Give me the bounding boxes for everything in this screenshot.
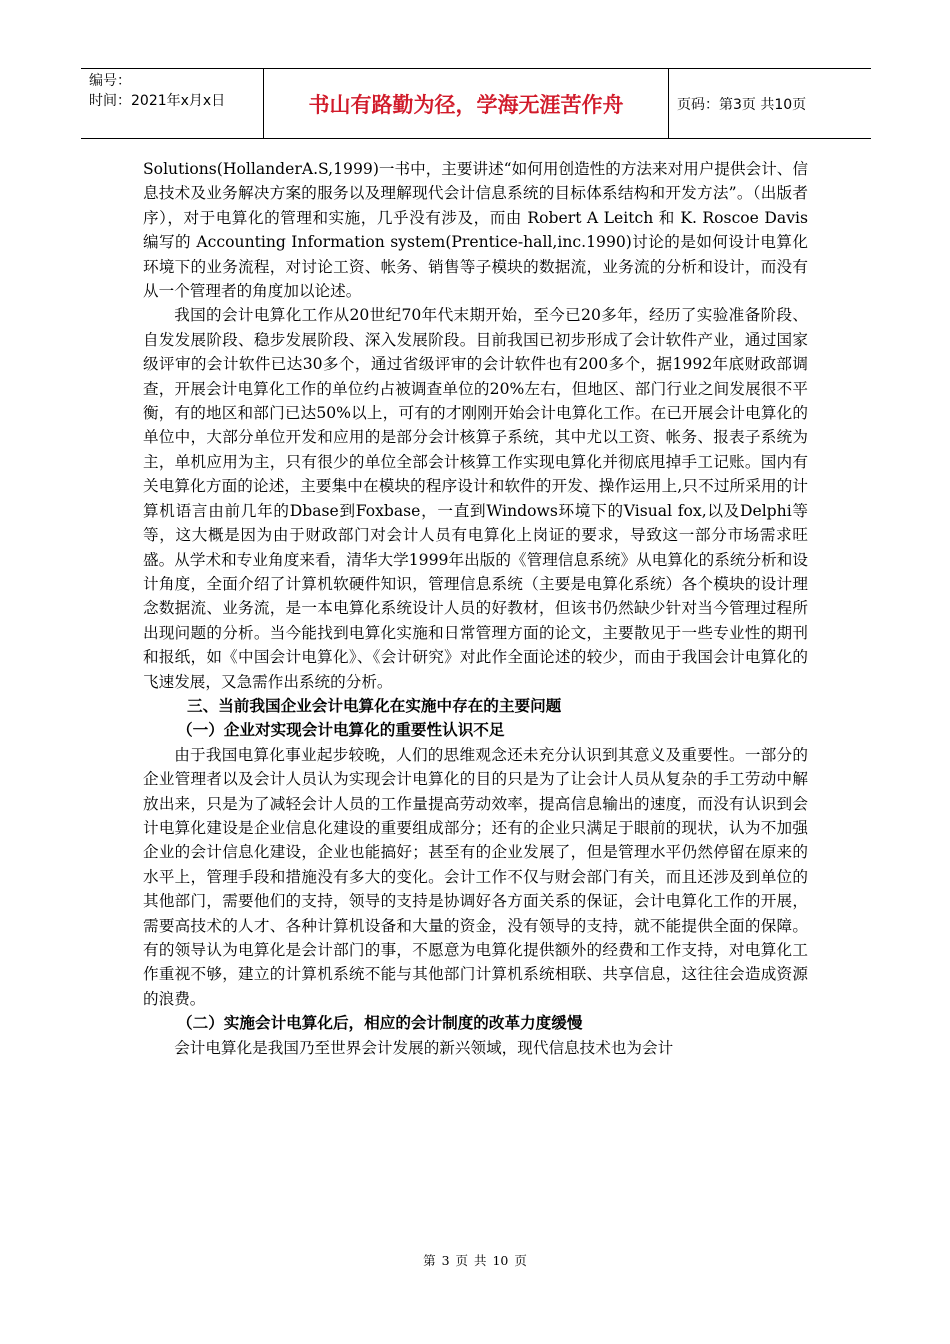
paragraph: Solutions(HollanderA.S,1999)一书中，主要讲述“如何用创造性的方法来对用户提供会计、信息技术及业务解决方案的服务以及理解现代会计信息系统的目标体系结构和开发方法”。（出版者序），对于电算化的管理和实施，几乎没有涉及，而由 Robert A Leitch 和 K. Roscoe Davis 编写的 Accounting Information system(Prentice-hall,inc.1990)讨论的是如何设计电算化环境下的业务流程，对讨论工资、帐务、销售等子模块的数据流，业务流的分析和设计，而没有从一个管理者的角度加以论述。 xyxy=(143,160,808,301)
date-label: 时间：2021年x月x日 xyxy=(89,93,226,109)
subsection-heading: （二）实施会计电算化后，相应的会计制度的改革力度缓慢 xyxy=(177,1014,583,1033)
page-footer: 第 3 页 共 10 页 xyxy=(423,1253,527,1268)
header-meta xyxy=(81,69,264,138)
header-motto: 书山有路勤为径，学海无涯苦作舟 xyxy=(264,69,669,138)
subsection-heading: （一）企业对实现会计电算化的重要性认识不足 xyxy=(177,721,505,740)
paragraph: 由于我国电算化事业起步较晚，人们的思维观念还未充分认识到其意义及重要性。一部分的企业管理者以及会计人员认为实现会计电算化的目的只是为了让会计人员从复杂的手工劳动中解放出来，只是为了减轻会计人员的工作量提高劳动效率，提高信息输出的速度，而没有认识到会计电算化建设是企业信息化建设的重要组成部分；还有的企业只满足于眼前的现状，认为不加强企业的会计信息化建设，企业也能搞好；甚至有的企业发展了，但是管理水平仍然停留在原来的水平上，管理手段和措施没有多大的变化。会计工作不仅与财会部门有关，而且还涉及到单位的其他部门，需要他们的支持，领导的支持是协调好各方面关系的保证，会计电算化工作的开展，需要高技术的人才、各种计算机设备和大量的资金，没有领导的支持，就不能提供全面的保障。有的领导认为电算化是会计部门的事，不愿意为电算化提供额外的经费和工作支持，对电算化工作重视不够，建立的计算机系统不能与其他部门计算机系统相联、共享信息，这往往会造成资源的浪费。 xyxy=(143,745,808,1008)
document-body xyxy=(143,157,808,1060)
paragraph: 会计电算化是我国乃至世界会计发展的新兴领域，现代信息技术也为会计 xyxy=(174,1038,674,1057)
section-heading: 三、当前我国企业会计电算化在实施中存在的主要问题 xyxy=(187,696,562,715)
header-page-info: 页码：第3页 共10页 xyxy=(677,96,807,113)
paragraph: 我国的会计电算化工作从20世纪70年代末期开始，至今已20多年，经历了实验准备阶段、自发发展阶段、稳步发展阶段、深入发展阶段。目前我国已初步形成了会计软件产业，通过国家级评审的会计软件已达30多个，通过省级评审的会计软件也有200多个，据1992年底财政部调查，开展会计电算化工作的单位约占被调查单位的20%左右，但地区、部门行业之间发展很不平衡，有的地区和部门已达50%以上，可有的才刚刚开始会计电算化工作。在已开展会计电算化的单位中，大部分单位开发和应用的是部分会计核算子系统，其中尤以工资、帐务、报表子系统为主，单机应用为主，只有很少的单位全部会计核算工作实现电算化并彻底甩掉手工记账。国内有关电算化方面的论述，主要集中在模块的程序设计和软件的开发、操作运用上,只不过所采用的计算机语言由前几年的Dbase到Foxbase，一直到Windows环境下的Visual fox,以及Delphi等等，这大概是因为由于财政部门对会计人员有电算化上岗证的要求，导致这一部分市场需求旺盛。从学术和专业角度来看，清华大学1999年出版的《管理信息系统》从电算化的系统分析和设计角度，全面介绍了计算机软硬件知识，管理信息系统（主要是电算化系统）各个模块的设计理念数据流、业务流，是一本电算化系统设计人员的好教材，但该书仍然缺少针对当今管理过程所出现问题的分析。当今能找到电算化实施和日常管理方面的论文，主要散见于一些专业性的期刊和报纸，如《中国会计电算化》、《会计研究》对此作全面论述的较少，而由于我国会计电算化的飞速发展，又急需作出系统的分析。 xyxy=(143,306,808,691)
code-label: 编号： xyxy=(89,73,131,89)
page-header xyxy=(81,68,871,139)
